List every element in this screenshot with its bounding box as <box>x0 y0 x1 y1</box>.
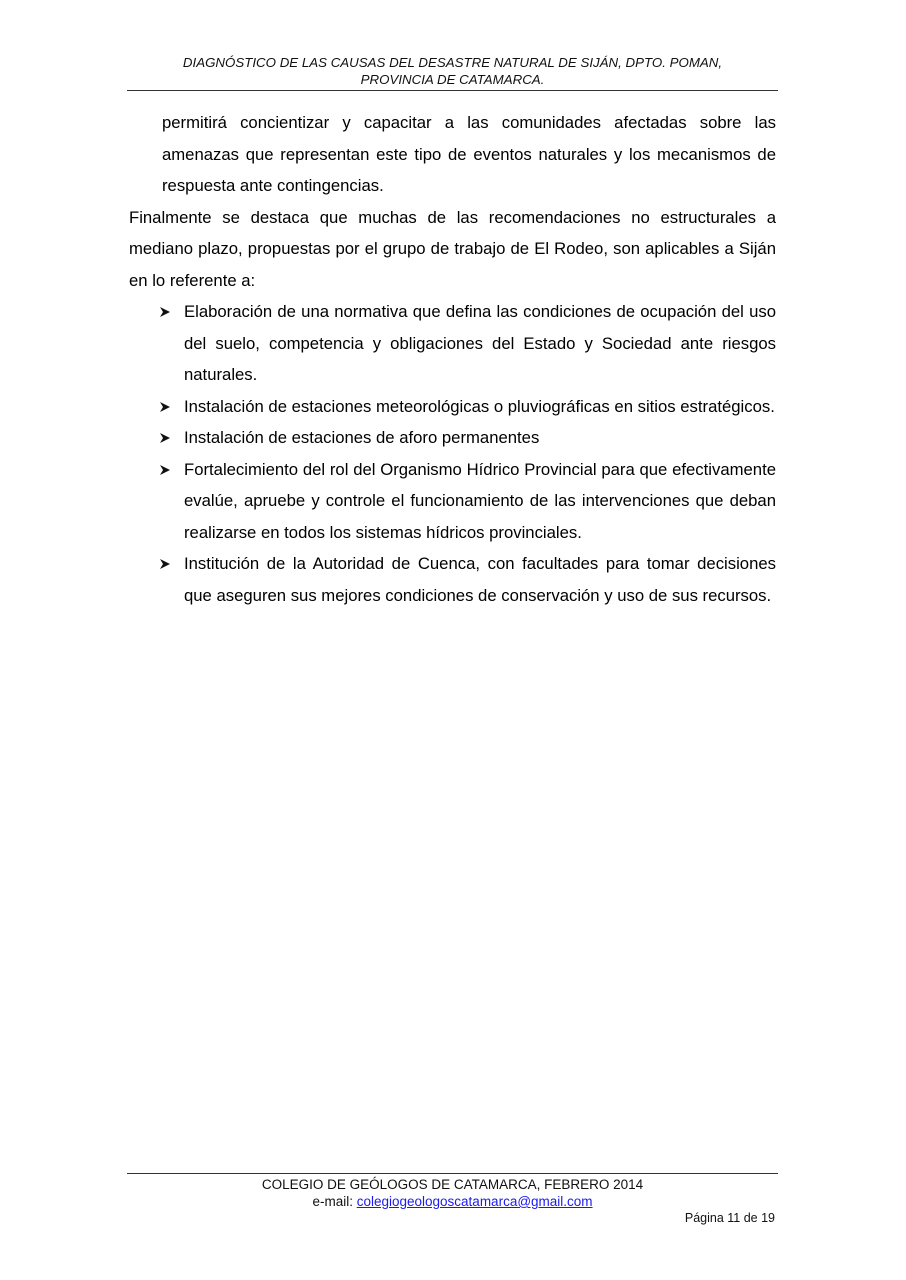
list-item-text: Elaboración de una normativa que defina las condiciones de ocupación del uso del suelo, competencia y obligaciones del Estado y Sociedad ante riesgos naturales. <box>184 302 776 384</box>
page-header <box>127 54 778 88</box>
list-item-text: Instalación de estaciones de aforo permanentes <box>184 428 540 447</box>
arrowhead-bullet-icon <box>159 432 171 444</box>
footer-organization: COLEGIO DE GEÓLOGOS DE CATAMARCA, FEBRERO 2014 <box>261 1177 644 1192</box>
continued-paragraph: permitirá concientizar y capacitar a las comunidades afectadas sobre las amenazas que representan este tipo de eventos naturales y los mecanismos de respuesta ante contingencias. <box>162 113 776 195</box>
list-item <box>129 454 776 549</box>
document-body <box>129 107 776 611</box>
recommendations-list <box>129 296 776 611</box>
arrowhead-bullet-icon <box>159 401 171 413</box>
list-item-text: Instalación de estaciones meteorológicas o pluviográficas en sitios estratégicos. <box>184 396 775 416</box>
list-item <box>129 548 776 611</box>
list-item-text: Institución de la Autoridad de Cuenca, con facultades para tomar decisiones que aseguren sus mejores condiciones de conservación y uso de sus recursos. <box>184 554 776 605</box>
header-divider <box>127 90 778 91</box>
email-label: e-mail: <box>312 1194 357 1209</box>
list-item <box>129 296 776 391</box>
page-number: Página 11 de 19 <box>684 1211 775 1225</box>
arrowhead-bullet-icon <box>159 464 171 476</box>
header-title-line2: PROVINCIA DE CATAMARCA. <box>360 72 545 87</box>
list-item <box>129 391 776 423</box>
arrowhead-bullet-icon <box>159 306 171 318</box>
arrowhead-bullet-icon <box>159 558 171 570</box>
email-link[interactable]: colegiogeologoscatamarca@gmail.com <box>356 1194 593 1209</box>
list-item <box>129 422 776 454</box>
intro-paragraph: Finalmente se destaca que muchas de las recomendaciones no estructurales a mediano plazo, propuestas por el grupo de trabajo de El Rodeo, son aplicables a Siján en lo referente a: <box>129 207 776 290</box>
header-title-line1: DIAGNÓSTICO DE LAS CAUSAS DEL DESASTRE NATURAL DE SIJÁN, DPTO. POMAN, <box>182 55 723 70</box>
footer-email-line <box>127 1193 778 1210</box>
footer-divider <box>127 1173 778 1174</box>
list-item-text: Fortalecimiento del rol del Organismo Hídrico Provincial para que efectivamente evalúe, apruebe y controle el funcionamiento de las intervenciones que deban realizarse en todos los sistemas hídricos provinciales. <box>184 459 776 542</box>
page-footer <box>127 1176 778 1210</box>
